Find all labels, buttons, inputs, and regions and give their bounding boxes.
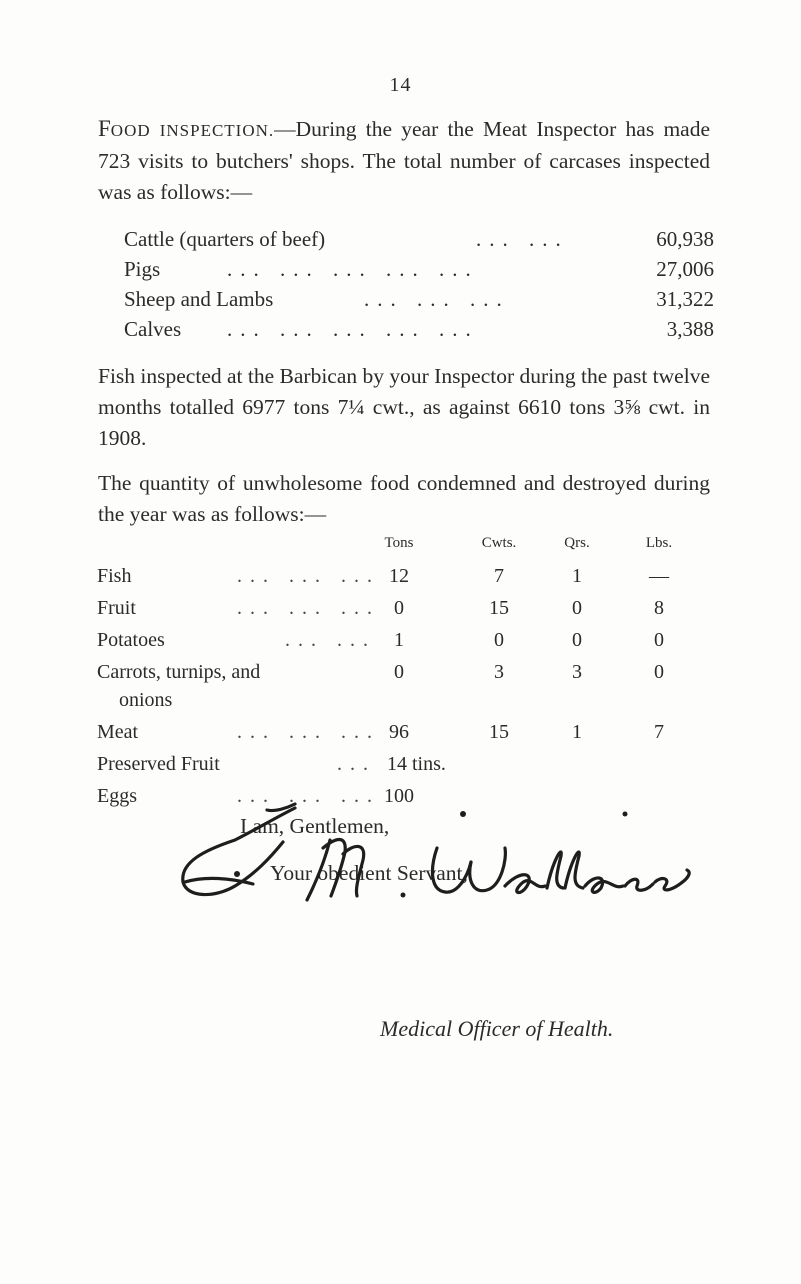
cell-tons: 100 — [384, 785, 414, 807]
carcases-list — [124, 227, 714, 347]
closing-salutation: I am, Gentlemen, — [240, 814, 390, 838]
cell-tons: 96 — [389, 721, 409, 743]
table-row — [97, 565, 717, 597]
cell-qrs: 3 — [572, 661, 582, 683]
leader-dots: ... ... ... — [237, 597, 380, 619]
table-row — [97, 661, 717, 689]
table-row — [97, 597, 717, 629]
leader-dots: ... ... ... — [237, 565, 380, 587]
officer-title: Medical Officer of Health. — [380, 1016, 614, 1041]
page-number: 14 — [389, 74, 412, 96]
carcase-row — [124, 257, 714, 287]
cell-lbs: 8 — [654, 597, 664, 619]
cell-cwts: 7 — [494, 565, 504, 587]
table-row — [97, 629, 717, 661]
carcase-row — [124, 317, 714, 347]
heading-initial: F — [98, 116, 111, 141]
condemned-food-table — [97, 535, 717, 817]
row-label: onions — [119, 689, 173, 711]
cell-tons: 1 — [394, 629, 404, 651]
cell-lbs: 0 — [654, 629, 664, 651]
table-row — [97, 721, 717, 753]
carcase-label: Calves — [124, 317, 182, 341]
cell-qrs: 0 — [572, 629, 582, 651]
condemned-intro: The quantity of unwholesome food condemned and destroyed during the year was as follows:— — [98, 471, 710, 526]
carcase-value: 60,938 — [656, 227, 714, 251]
fish-paragraph: Fish inspected at the Barbican by your Inspector during the past twelve months totalled 6977 tons 7¼ cwt., as against 6610 tons 3⅝ cwt. in 1908. — [98, 364, 710, 450]
cell-cwts: 0 — [494, 629, 504, 651]
leader-dots: ... ... ... — [364, 287, 510, 311]
table-header — [97, 535, 717, 565]
closing-servant: Your obedient Servant, — [270, 861, 468, 885]
cell-lbs: 0 — [654, 661, 664, 683]
cell-tons: 0 — [394, 597, 404, 619]
cell-cwts: 3 — [494, 661, 504, 683]
cell-cwts: 15 — [489, 721, 509, 743]
cell-qrs: 1 — [572, 721, 582, 743]
leader-dots: ... ... ... — [237, 721, 380, 743]
cell-qrs: 0 — [572, 597, 582, 619]
table-row-continuation — [97, 689, 717, 721]
row-label: Fruit — [97, 597, 136, 619]
intro-paragraph — [98, 113, 710, 208]
cell-tons: 14 tins. — [387, 753, 446, 775]
carcase-row — [124, 287, 714, 317]
leader-dots: ... ... ... ... ... — [227, 257, 479, 281]
row-label: Eggs — [97, 785, 137, 807]
header-lbs: Lbs. — [645, 535, 673, 551]
carcase-label: Sheep and Lambs — [124, 287, 274, 311]
cell-qrs: 1 — [572, 565, 582, 587]
cell-lbs: — — [649, 565, 669, 587]
header-cwts: Cwts. — [481, 535, 517, 551]
carcase-row — [124, 227, 714, 257]
row-label: Potatoes — [97, 629, 165, 651]
leader-dots: ... — [337, 753, 376, 775]
leader-dots: ... ... ... — [237, 785, 380, 807]
carcase-value: 27,006 — [656, 257, 714, 281]
header-tons: Tons — [384, 535, 414, 551]
carcase-label: Pigs — [124, 257, 161, 281]
handwritten-signature — [175, 800, 695, 925]
row-label: Fish — [97, 565, 132, 587]
leader-dots: ... ... ... ... ... — [227, 317, 479, 341]
row-label: Preserved Fruit — [97, 753, 220, 775]
row-label: Carrots, turnips, and — [97, 661, 261, 683]
cell-cwts: 15 — [489, 597, 509, 619]
signature-image — [175, 800, 695, 920]
carcase-label: Cattle (quarters of beef) — [124, 227, 326, 251]
header-qrs: Qrs. — [564, 535, 590, 551]
cell-tons: 0 — [394, 661, 404, 683]
table-row — [97, 753, 717, 785]
leader-dots: ... ... — [476, 227, 569, 251]
row-label: Meat — [97, 721, 139, 743]
cell-tons: 12 — [389, 565, 409, 587]
section-heading: OOD INSPECTION. — [110, 121, 275, 140]
carcase-value: 3,388 — [666, 317, 714, 341]
cell-lbs: 7 — [654, 721, 664, 743]
carcase-value: 31,322 — [656, 287, 714, 311]
intro-text: —During the year the Meat Inspector has made 723 visits to butchers' shops. The total number of carcases inspected was as follows:— — [98, 117, 710, 204]
leader-dots: ... ... — [285, 629, 376, 651]
